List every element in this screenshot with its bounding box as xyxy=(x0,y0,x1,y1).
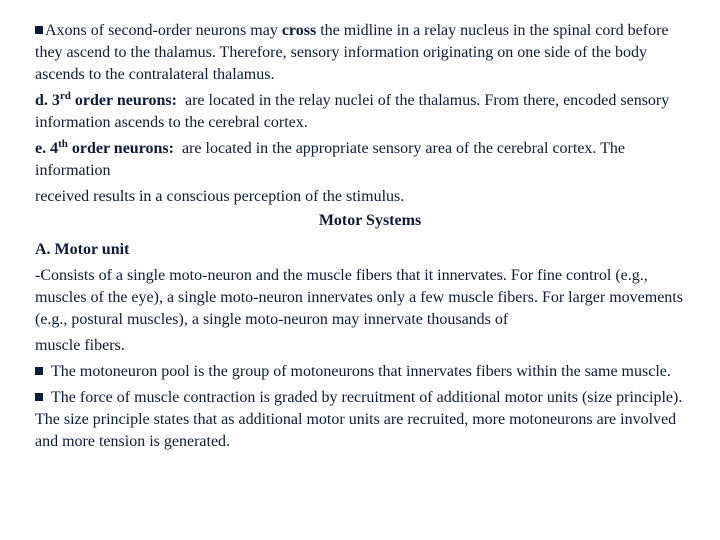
paragraph-text: Axons of second-order neurons may xyxy=(45,22,282,39)
paragraph-muscle-fibers xyxy=(35,335,695,357)
square-bullet-icon xyxy=(35,26,43,34)
paragraph-text: received results in a conscious perception of the stimulus. xyxy=(35,188,405,205)
emphasis-cross: cross xyxy=(281,22,317,39)
third-order-label: d. 3rd order neurons: xyxy=(35,90,177,109)
paragraph-text: muscle fibers. xyxy=(35,337,125,354)
paragraph-third-order-neurons xyxy=(35,90,695,134)
section-heading: Motor Systems xyxy=(318,212,422,229)
subheading-text: A. Motor unit xyxy=(35,241,130,258)
paragraph-size-principle xyxy=(35,387,695,453)
paragraph-motoneuron-pool xyxy=(35,361,695,383)
subheading-motor-unit xyxy=(35,239,695,261)
square-bullet-icon xyxy=(35,367,43,375)
paragraph-text: -Consists of a single moto-neuron and the muscle fibers that it innervates. For fine control (e.g., muscles of the eye), a single moto-neuron innervates only a few muscle fibers. For larger movements (e.g., postural muscles), a single moto-neuron may innervate thousands of xyxy=(35,267,683,328)
paragraph-text: are located in the appropriate sensory area of the cerebral cortex. The information xyxy=(35,140,629,179)
paragraph-text: the midline in a relay nucleus in the spinal cord before they ascend to the thalamus. Therefore, sensory information originating on one side of the body ascends to the contralateral thalamus. xyxy=(35,22,669,83)
paragraph-conscious-perception xyxy=(35,186,695,208)
fourth-order-label: e. 4th order neurons: xyxy=(35,138,174,157)
square-bullet-icon xyxy=(35,393,43,401)
paragraph-axons-cross xyxy=(35,20,695,86)
paragraph-motor-unit-definition xyxy=(35,265,695,331)
paragraph-text: The force of muscle contraction is graded by recruitment of additional motor units (size principle). The size principle states that as additional motor units are recruited, more motoneurons are involved and more tension is generated. xyxy=(35,389,683,450)
paragraph-text: are located in the relay nuclei of the thalamus. From there, encoded sensory information ascends to the cerebral cortex. xyxy=(35,92,674,131)
document-page xyxy=(35,20,695,455)
paragraph-fourth-order-neurons xyxy=(35,138,695,182)
paragraph-text: The motoneuron pool is the group of motoneurons that innervates fibers within the same muscle. xyxy=(51,363,671,380)
